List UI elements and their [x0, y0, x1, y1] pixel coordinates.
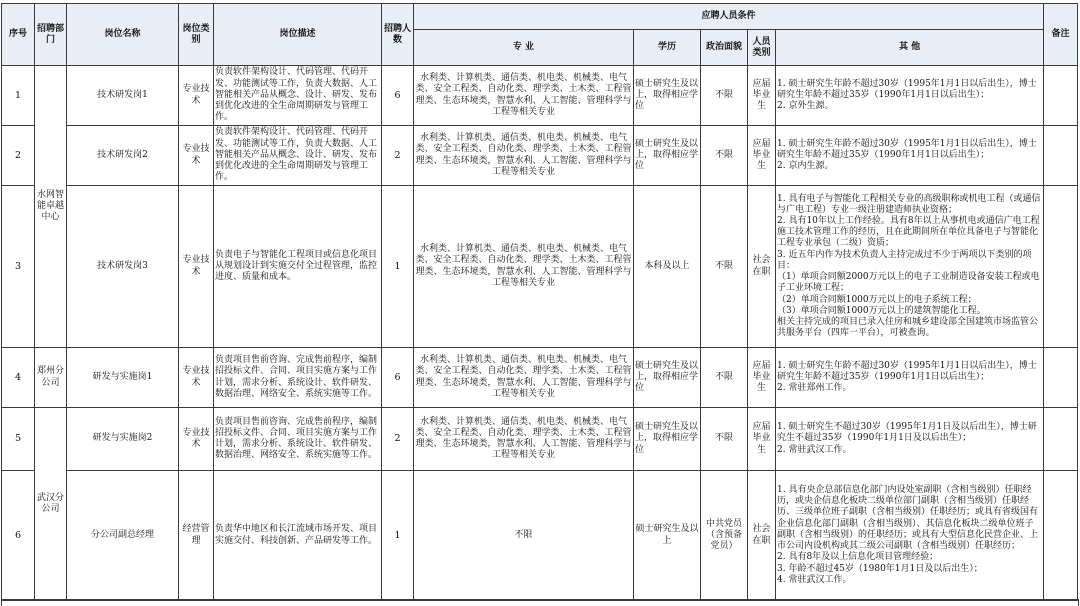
cell-political: 不限: [701, 408, 748, 471]
cell-seq: 2: [2, 126, 35, 186]
header-personnel-type: 人员类别: [748, 30, 776, 66]
cell-position: 技术研发岗2: [67, 126, 179, 186]
cell-headcount: 6: [382, 66, 414, 126]
cell-category: 专业技术: [179, 348, 214, 408]
cell-headcount: 2: [382, 126, 414, 186]
cell-education: 硕士研究生及以上，取得相应学位: [634, 348, 701, 408]
cell-seq: 1: [2, 66, 35, 126]
cell-major: 不限: [414, 471, 634, 601]
header-remarks: 备注: [1044, 4, 1078, 66]
cell-personnel-type: 应届毕业生: [748, 348, 776, 408]
cell-education: 硕士研究生及以上，取得相应学位: [634, 66, 701, 126]
cell-seq: 5: [2, 408, 35, 471]
header-headcount: 招聘人数: [382, 4, 414, 66]
cell-major: 水利类、计算机类、通信类、机电类、机械类、电气类、安全工程类、自动化类、理学类、土木类、工程管理类、生态环境类，智慧水利、人工智能、管理科学与工程等相关专业: [414, 66, 634, 126]
cell-description: 负责软件架构设计、代码管理、代码开发、功能测试等工作，负责大数据、人工智能相关产品从概念、设计、研发、发布到优化改进的全生命周期研发与管理工作。: [214, 66, 382, 126]
cell-dept: 水网智能卓越中心: [35, 66, 67, 348]
table-row: [2, 408, 1078, 471]
header-description: 岗位描述: [214, 4, 382, 66]
cell-dept: 武汉分公司: [35, 408, 67, 601]
cell-major: 水利类、计算机类、通信类、机电类、机械类、电气类、安全工程类、自动化类、理学类、土木类、工程管理类、生态环境类，智慧水利、人工智能、管理科学与工程等相关专业: [414, 186, 634, 348]
cell-major: 水利类、计算机类、通信类、机电类、机械类、电气类、安全工程类、自动化类、理学类、土木类、工程管理类、生态环境类，智慧水利、人工智能、管理科学与工程等相关专业: [414, 408, 634, 471]
cell-description: 负责软件架构设计、代码管理、代码开发、功能测试等工作，负责大数据、人工智能相关产品从概念、设计、研发、发布到优化改进的全生命周期研发与管理工作。: [214, 126, 382, 186]
cell-remarks: [1044, 66, 1078, 126]
cell-other: 1. 具有电子与智能化工程相关专业的高级职称或机电工程（或通信与广电工程）专业一级注册建造师执业资格； 2. 具有10年以上工作经验。具有8年以上从事机电或通信广电工程施工技术管理工作的经历，且在此期间所在单位具备电子与智能化工程专业承包（二级）资质； 3. 近五年内作为技术负责人主持完成过不少于两项以下类别的项目： （1）单项合同额2000万元以上的电子工业制造设备安装工程或电子工业环境工程； （2）单项合同额1000万元以上的电子系统工程； （3）单项合同额1000万元以上的建筑智能化工程。 相关主持完成的项目已录入住房和城乡建设部全国建筑市场监管公共服务平台（四库一平台），可被查询。: [776, 186, 1044, 348]
cell-remarks: [1044, 408, 1078, 471]
cell-headcount: 1: [382, 186, 414, 348]
header-requirements: 应聘人员条件: [414, 4, 1044, 30]
cell-political: 不限: [701, 186, 748, 348]
cell-remarks: [1044, 471, 1078, 601]
cell-political: 不限: [701, 126, 748, 186]
cell-personnel-type: 应届毕业生: [748, 126, 776, 186]
cell-personnel-type: 社会在职: [748, 471, 776, 601]
cell-seq: 3: [2, 186, 35, 348]
header-major: 专 业: [414, 30, 634, 66]
header-position: 岗位名称: [67, 4, 179, 66]
table-row: [2, 66, 1078, 126]
header-category: 岗位类别: [179, 4, 214, 66]
cell-remarks: [1044, 186, 1078, 348]
cell-position: 分公司副总经理: [67, 471, 179, 601]
cell-position: 技术研发岗1: [67, 66, 179, 126]
cell-other: 1. 硕士研究生年龄不超过30岁（1995年1月1日以后出生），博士研究生年龄不超过35岁（1990年1月1日以后出生）； 2. 京内生源。: [776, 126, 1044, 186]
cell-education: 本科及以上: [634, 186, 701, 348]
cell-category: 专业技术: [179, 408, 214, 471]
cell-headcount: 6: [382, 348, 414, 408]
cell-seq: 6: [2, 471, 35, 601]
header-other: 其 他: [776, 30, 1044, 66]
cell-position: 研发与实施岗2: [67, 408, 179, 471]
header-political: 政治面貌: [701, 30, 748, 66]
table-row: [2, 126, 1078, 186]
cell-remarks: [1044, 348, 1078, 408]
header-education: 学历: [634, 30, 701, 66]
cell-personnel-type: 应届毕业生: [748, 66, 776, 126]
cell-political: 不限: [701, 66, 748, 126]
table-continuation-edge: [1, 599, 1079, 606]
cell-political: 不限: [701, 348, 748, 408]
cell-category: 专业技术: [179, 66, 214, 126]
cell-seq: 4: [2, 348, 35, 408]
cell-description: 负责华中地区和长江流域市场开发、项目实施交付、科技创新、产品研发等工作。: [214, 471, 382, 601]
cell-description: 负责项目售前咨询、完成售前程序，编制招投标文件、合同、项目实施方案与工作计划，需求分析、系统设计、软件研发、数据治理、网络安全、系统实施等工作。: [214, 408, 382, 471]
cell-category: 专业技术: [179, 186, 214, 348]
cell-description: 负责项目售前咨询、完成售前程序，编制招投标文件、合同、项目实施方案与工作计划，需求分析、系统设计、软件研发、数据治理、网络安全、系统实施等工作。: [214, 348, 382, 408]
table-row: [2, 348, 1078, 408]
cell-major: 水利类、计算机类、通信类、机电类、机械类、电气类、安全工程类、自动化类、理学类、土木类、工程管理类、生态环境类，智慧水利、人工智能、管理科学与工程等相关专业: [414, 126, 634, 186]
table-row: [2, 471, 1078, 601]
cell-remarks: [1044, 126, 1078, 186]
cell-description: 负责电子与智能化工程项目或信息化项目从规划设计到实施交付全过程管理，监控进度、质量和成本。: [214, 186, 382, 348]
table-row: [2, 186, 1078, 348]
cell-education: 硕士研究生及以上: [634, 471, 701, 601]
cell-headcount: 1: [382, 471, 414, 601]
cell-personnel-type: 应届毕业生: [748, 408, 776, 471]
cell-other: 1. 硕士研究生年龄不超过30岁（1995年1月1日以后出生），博士研究生年龄不超过35岁（1990年1月1日以后出生）； 2. 京外生源。: [776, 66, 1044, 126]
cell-position: 研发与实施岗1: [67, 348, 179, 408]
cell-category: 经营管理: [179, 471, 214, 601]
header-dept: 招聘部门: [35, 4, 67, 66]
cell-position: 技术研发岗3: [67, 186, 179, 348]
cell-other: 1. 硕士研究生年龄不超过30岁（1995年1月1日以后出生），博士研究生年龄不超过35岁（1990年1月1日以后出生）； 2. 常驻郑州工作。: [776, 348, 1044, 408]
header-seq: 序号: [2, 4, 35, 66]
cell-major: 水利类、计算机类、通信类、机电类、机械类、电气类、安全工程类、自动化类、理学类、土木类、工程管理类、生态环境类，智慧水利、人工智能、管理科学与工程等相关专业: [414, 348, 634, 408]
cell-category: 专业技术: [179, 126, 214, 186]
cell-other: 1. 硕士研究生不超过30岁（1995年1月1日及以后出生），博士研究生不超过35岁（1990年1月1日及以后出生）； 2. 常驻武汉工作。: [776, 408, 1044, 471]
cell-headcount: 2: [382, 408, 414, 471]
cell-personnel-type: 社会在职: [748, 186, 776, 348]
recruitment-table: [1, 3, 1078, 601]
cell-other: 1. 具有央企总部信息化部门内设处室副职（含相当级别）任职经历，或央企信息化板块二级单位部门副职（含相当级别）任职经历、三级单位班子副职（含相当级别）任职经历；或具有省级国有企业信息化部门副职（含相当级别）、其信息化板块二级单位班子副职（含相当级别）的任职经历；或具有大型信息化民营企业、上市公司内设机构或其二级公司副职（含相当级别）任职经历； 2. 具有8年及以上信息化项目管理经验； 3. 年龄不超过45岁（1980年1月1日及以后出生）； 4. 常驻武汉工作。: [776, 471, 1044, 601]
cell-education: 硕士研究生及以上，取得相应学位: [634, 408, 701, 471]
cell-dept: 郑州分公司: [35, 348, 67, 408]
cell-political: 中共党员（含预备党员）: [701, 471, 748, 601]
cell-education: 硕士研究生及以上，取得相应学位: [634, 126, 701, 186]
